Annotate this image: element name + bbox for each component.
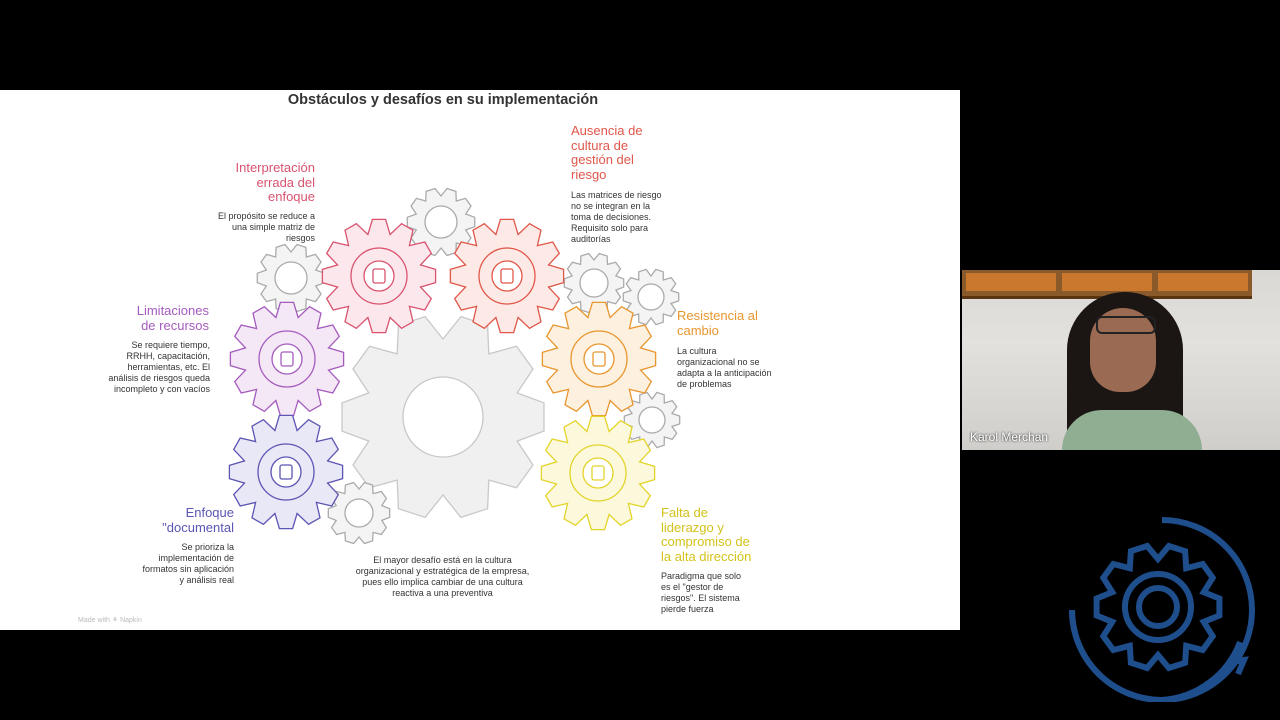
small-gear-6 xyxy=(328,483,389,544)
desc-ausencia: Las matrices de riesgo no se integran en la toma de decisiones. Requisito solo para auditorías xyxy=(571,190,662,244)
heading-enfoque: Enfoque "documental xyxy=(162,505,234,535)
participant-shirt xyxy=(1062,410,1202,450)
heading-interpretacion: Interpretación errada del enfoque xyxy=(235,160,315,204)
presentation-slide xyxy=(0,90,960,630)
desc-liderazgo: Paradigma que solo es el "gestor de riesgos". El sistema pierde fuerza xyxy=(661,571,742,614)
desc-interpretacion: El propósito se reduce a una simple matriz de riesgos xyxy=(217,211,315,243)
desc-enfoque: Se prioriza la implementación de formatos sin aplicación y análisis real xyxy=(142,542,234,585)
participant-glasses xyxy=(1096,316,1156,334)
participant-video[interactable] xyxy=(962,270,1280,450)
heading-liderazgo: Falta de liderazgo y compromiso de la alta dirección xyxy=(661,505,752,564)
desc-limitaciones: Se requiere tiempo, RRHH, capacitación, herramientas, etc. El análisis de riesgos queda incompleto y con vacíos xyxy=(108,340,210,394)
heading-ausencia: Ausencia de cultura de gestión del riesgo xyxy=(571,123,643,182)
slide-title: Obstáculos y desafíos en su implementación xyxy=(287,92,599,108)
center-description: El mayor desafío está en la cultura organizacional y estratégica de la empresa, pues ello implica cambiar de una cultura reactiva a una preventiva xyxy=(355,555,530,598)
small-gear-2 xyxy=(257,245,324,312)
desc-resistencia: La cultura organizacional no se adapta a la anticipación de problemas xyxy=(677,346,772,389)
participant-name: Karol Merchan xyxy=(970,430,1049,444)
gear-enfoque xyxy=(229,415,342,528)
heading-resistencia: Resistencia al cambio xyxy=(677,308,758,338)
heading-limitaciones: Limitaciones de recursos xyxy=(136,303,209,333)
gear-limitaciones xyxy=(230,302,343,415)
gear-cycle-icon xyxy=(1062,512,1262,702)
napkin-watermark: Made with ⚘ Napkin xyxy=(78,617,142,624)
